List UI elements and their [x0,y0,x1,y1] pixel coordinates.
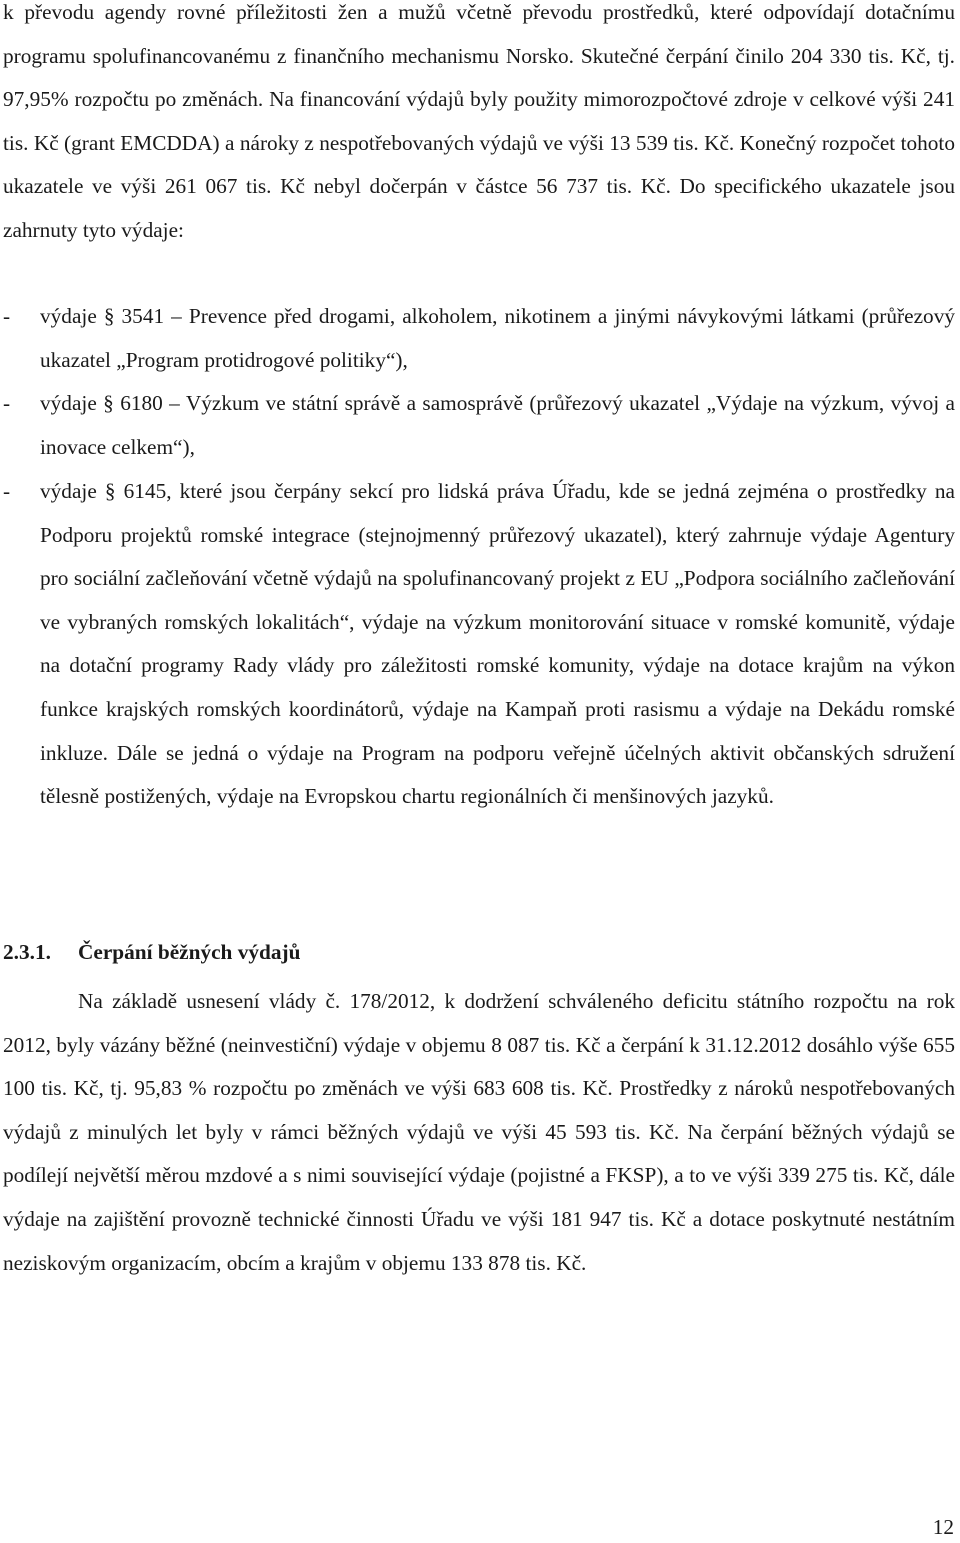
list-item-text: výdaje § 6145, které jsou čerpány sekcí pro lidská práva Úřadu, kde se jedná zejména o prostředky na Podporu projektů romské integrace (stejnojmenný průřezový ukazatel), který zahrnuje výdaje Agentury pro sociální začleňování včetně výdajů na spolufinancovaný projekt z EU „Podpora sociálního začleňování ve vybraných romských lokalitách“, výdaje na výzkum monitorování situace v romské komunitě, výdaje na dotační programy Rady vlády pro záležitosti romské komunity, výdaje na dotace krajům na výkon funkce krajských romských koordinátorů, výdaje na Kampaň proti rasismu a výdaje na Dekádu romské inkluze. Dále se jedná o výdaje na Program na podporu veřejně účelných aktivit občanských sdružení tělesně postižených, výdaje na Evropskou chartu regionálních či menšinových jazyků. [40,479,955,809]
section-number: 2.3.1. [3,940,51,964]
page-number: 12 [932,1515,954,1539]
intro-paragraph: k převodu agendy rovné příležitosti žen a mužů včetně převodu prostředků, které odpovídají dotačnímu programu spolufinancovanému z finančního mechanismu Norsko. Skutečné čerpání činilo 204 330 tis. Kč, tj. 97,95% rozpočtu po změnách. Na financování výdajů byly použity mimorozpočtové zdroje v celkové výši 241 tis. Kč (grant EMCDDA) a nároky z nespotřebovaných výdajů ve výši 13 539 tis. Kč. Konečný rozpočet tohoto ukazatele ve výši 261 067 tis. Kč nebyl dočerpán v částce 56 737 tis. Kč. Do specifického ukazatele jsou zahrnuty tyto výdaje: [3,0,955,242]
expenditure-list-item-3-wrapper [3,470,955,819]
list-item [3,382,955,469]
list-item [3,470,955,819]
list-dash: - [3,391,11,415]
list-item-text: výdaje § 3541 – Prevence před drogami, alkoholem, nikotinem a jinými návykovými látkami (průřezový ukazatel „Program protidrogové politiky“), [40,304,955,372]
list-dash: - [3,304,11,328]
list-item [3,295,955,382]
expenditure-list-item-1-wrapper [3,295,955,382]
section-heading [3,930,955,974]
current-expenditure-paragraph: Na základě usnesení vlády č. 178/2012, k dodržení schváleného deficitu státního rozpočtu na rok 2012, byly vázány běžné (neinvestiční) výdaje v objemu 8 087 tis. Kč a čerpání k 31.12.2012 dosáhlo výše 655 100 tis. Kč, tj. 95,83 % rozpočtu po změnách ve výši 683 608 tis. Kč. Prostředky z nároků nespotřebovaných výdajů z minulých let byly v rámci běžných výdajů ve výši 45 593 tis. Kč. Na čerpání běžných výdajů se podílejí největší měrou mzdové a s nimi související výdaje (pojistné a FKSP), a to ve výši 339 275 tis. Kč, dále výdaje na zajištění provozně technické činnosti Úřadu ve výši 181 947 tis. Kč a dotace poskytnuté nestátním neziskovým organizacím, obcím a krajům v objemu 133 878 tis. Kč. [3,989,955,1275]
expenditure-list-item-2-wrapper [3,382,955,469]
list-item-text: výdaje § 6180 – Výzkum ve státní správě a samosprávě (průřezový ukazatel „Výdaje na výzkum, vývoj a inovace celkem“), [40,391,955,459]
list-dash: - [3,479,11,503]
section-title: Čerpání běžných výdajů [78,940,301,964]
